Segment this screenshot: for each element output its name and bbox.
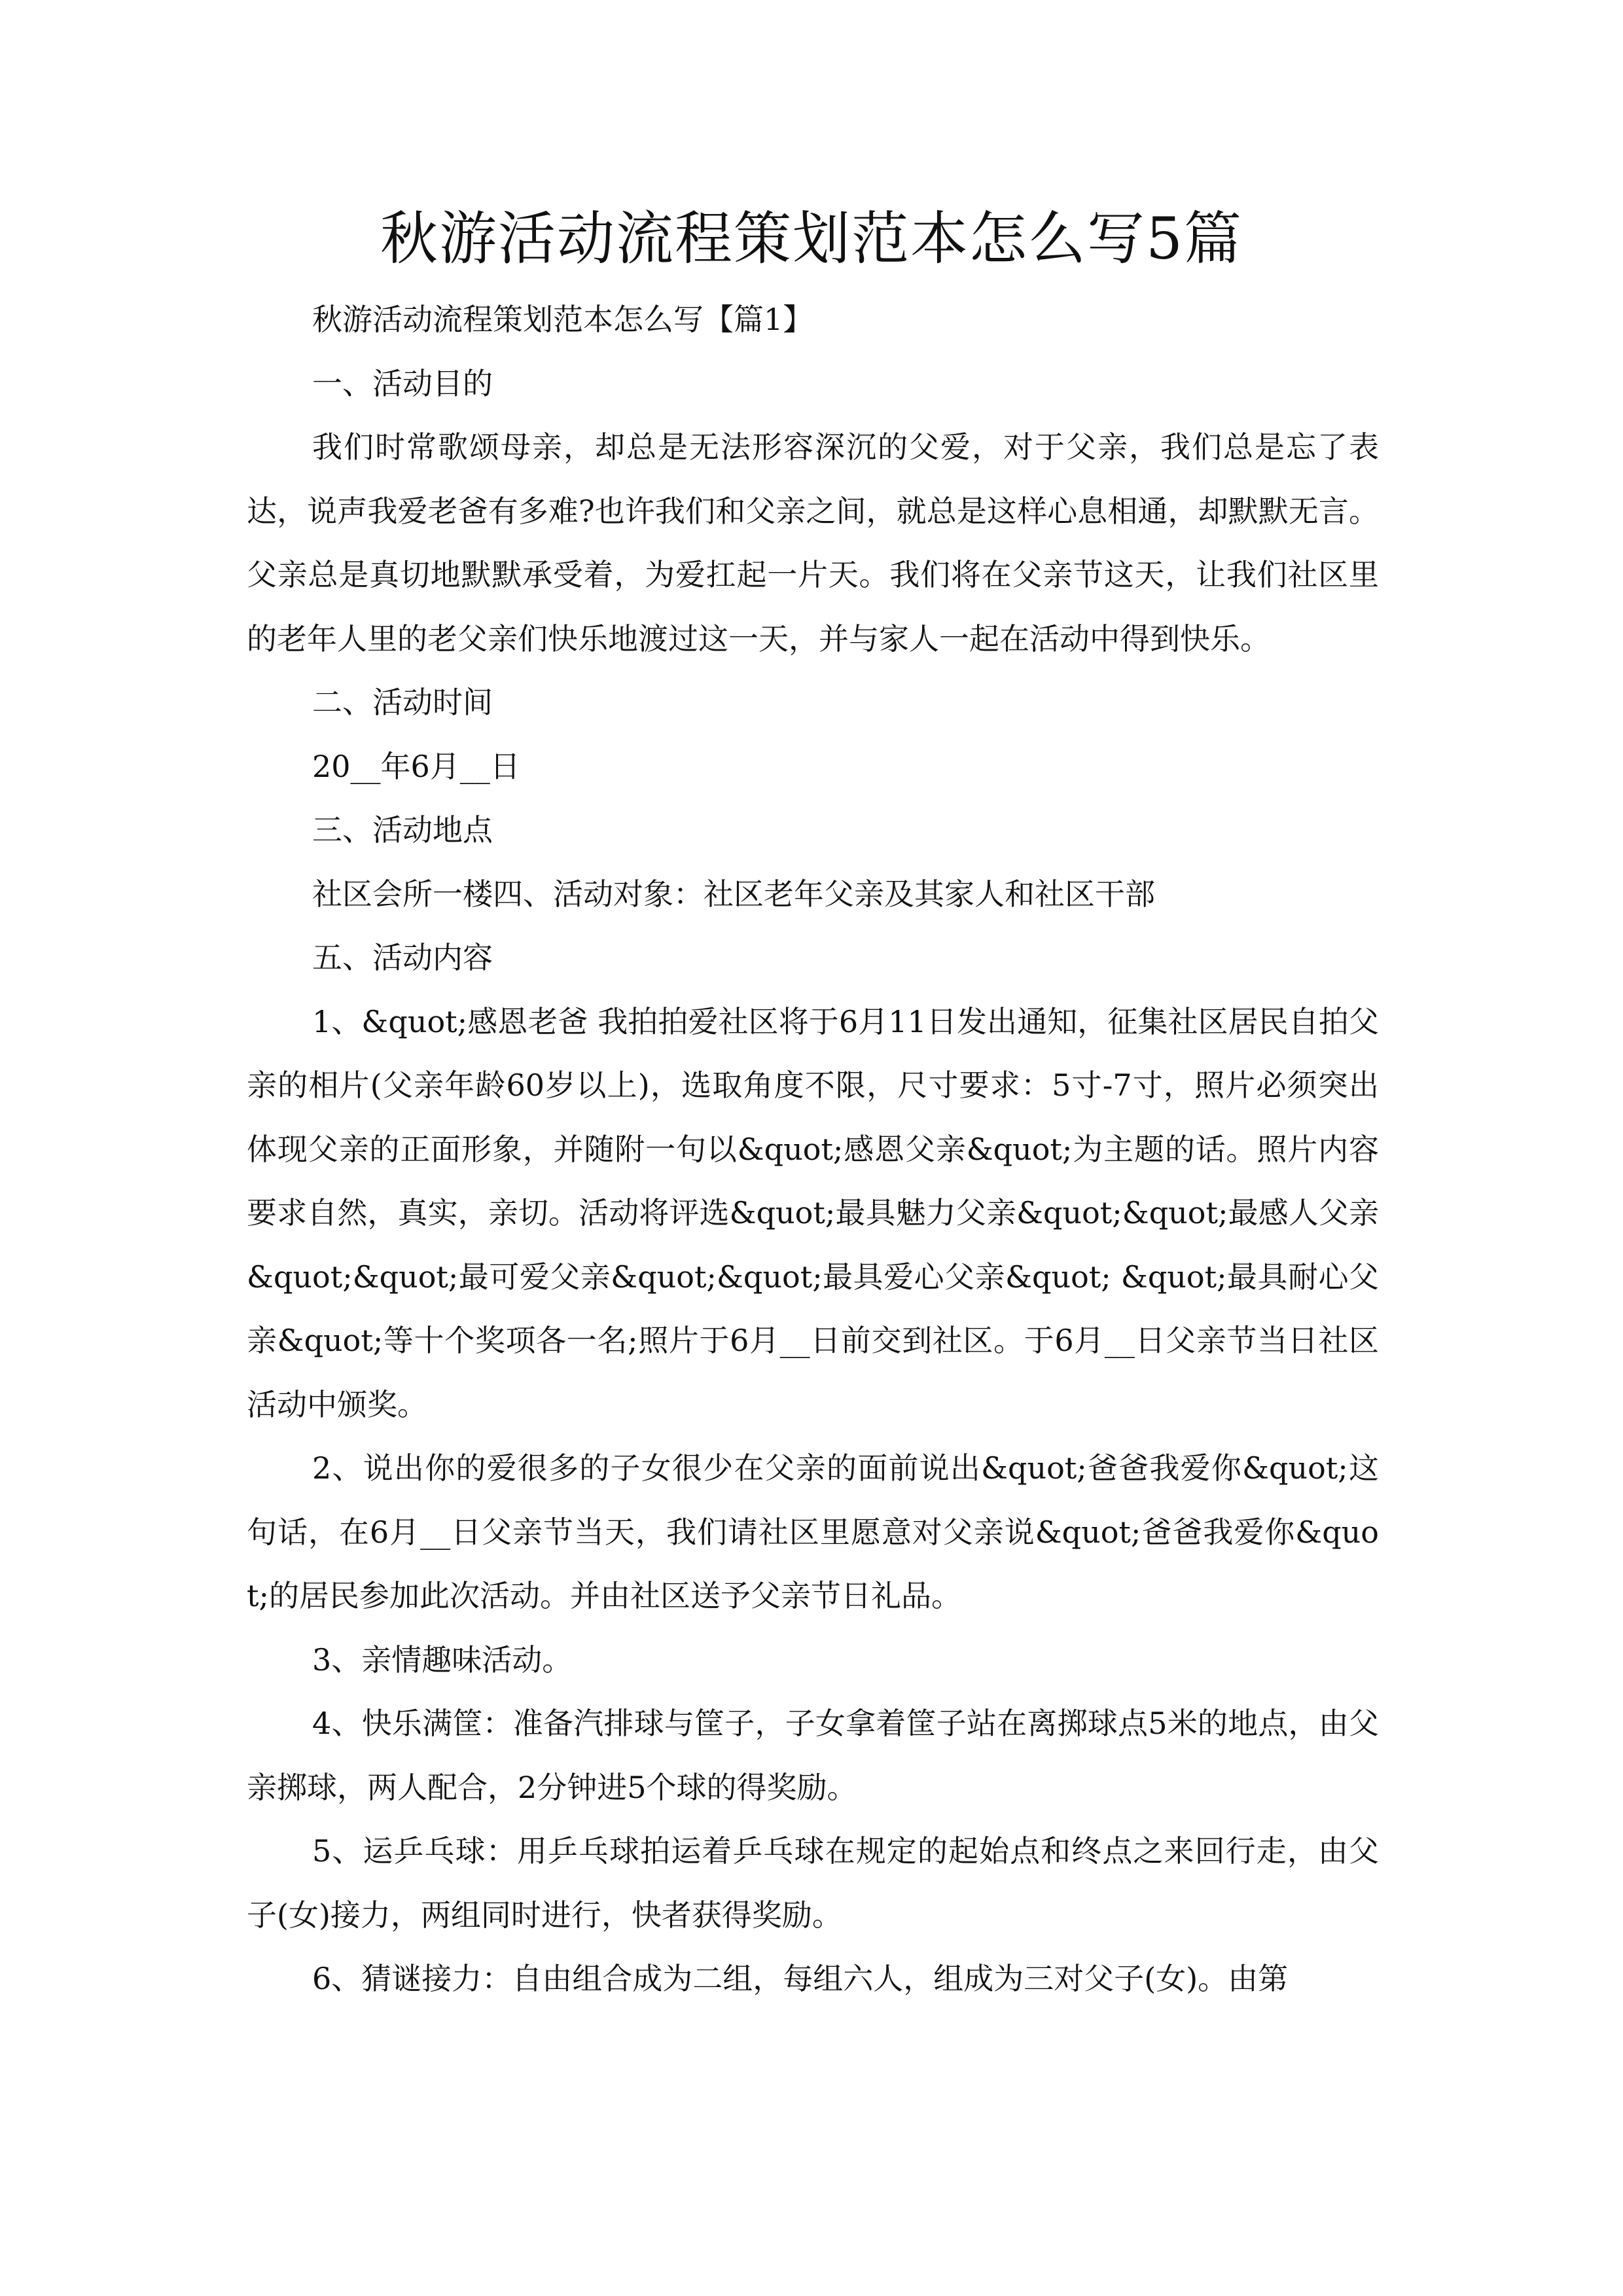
- document-title: 秋游活动流程策划范本怎么写5篇: [380, 205, 1243, 272]
- document-body: [247, 288, 1379, 2011]
- content-item-6: 6、猜谜接力：自由组合成为二组，每组六人，组成为三对父子(女)。由第: [312, 1961, 1289, 1996]
- heading-activity-purpose: 一、活动目的: [312, 365, 493, 401]
- content-item-1: 1、&quot;感恩老爸 我拍拍爱社区将于6月11日发出通知，征集社区居民自拍父亲的相片(父亲年龄60岁以上)，选取角度不限，尺寸要求：5寸-7寸，照片必须突出体现父亲的正面形象，并随附一句以&quot;感恩父亲&quot;为主题的话。照片内容要求自然，真实，亲切。活动将评选&quot;最具魅力父亲&quot;&quot;最感人父亲&quot;&quot;最可爱父亲&quot;&quot;最具爱心父亲&quot; &quot;最具耐心父亲&quot;等十个奖项各一名;照片于6月__日前交到社区。于6月__日父亲节当日社区活动中颁奖。: [247, 1003, 1379, 1422]
- paragraph-purpose: 我们时常歌颂母亲，却总是无法形容深沉的父爱，对于父亲，我们总是忘了表达，说声我爱老爸有多难?也许我们和父亲之间，就总是这样心息相通，却默默无言。父亲总是真切地默默承受着，为爱扛起一片天。我们将在父亲节这天，让我们社区里的老年人里的老父亲们快乐地渡过这一天，并与家人一起在活动中得到快乐。: [247, 429, 1379, 656]
- heading-activity-location: 三、活动地点: [312, 812, 493, 848]
- heading-activity-content: 五、活动内容: [312, 940, 493, 975]
- content-item-5: 5、运乒乓球：用乒乓球拍运着乒乓球在规定的起始点和终点之来回行走，由父子(女)接力，两组同时进行，快者获得奖励。: [247, 1833, 1379, 1933]
- section-heading-part1: 秋游活动流程策划范本怎么写【篇1】: [312, 302, 813, 337]
- activity-location-and-target: 社区会所一楼四、活动对象：社区老年父亲及其家人和社区干部: [312, 876, 1155, 912]
- heading-activity-time: 二、活动时间: [312, 685, 493, 720]
- content-item-3: 3、亲情趣味活动。: [312, 1641, 573, 1677]
- activity-date: 20__年6月__日: [312, 748, 520, 784]
- content-item-4: 4、快乐满筐：准备汽排球与筐子，子女拿着筐子站在离掷球点5米的地点，由父亲掷球，两人配合，2分钟进5个球的得奖励。: [247, 1706, 1379, 1805]
- content-item-2: 2、说出你的爱很多的子女很少在父亲的面前说出&quot;爸爸我爱你&quot;这句话，在6月__日父亲节当天，我们请社区里愿意对父亲说&quot;爸爸我爱你&quot;的居民参加此次活动。并由社区送予父亲节日礼品。: [247, 1450, 1379, 1613]
